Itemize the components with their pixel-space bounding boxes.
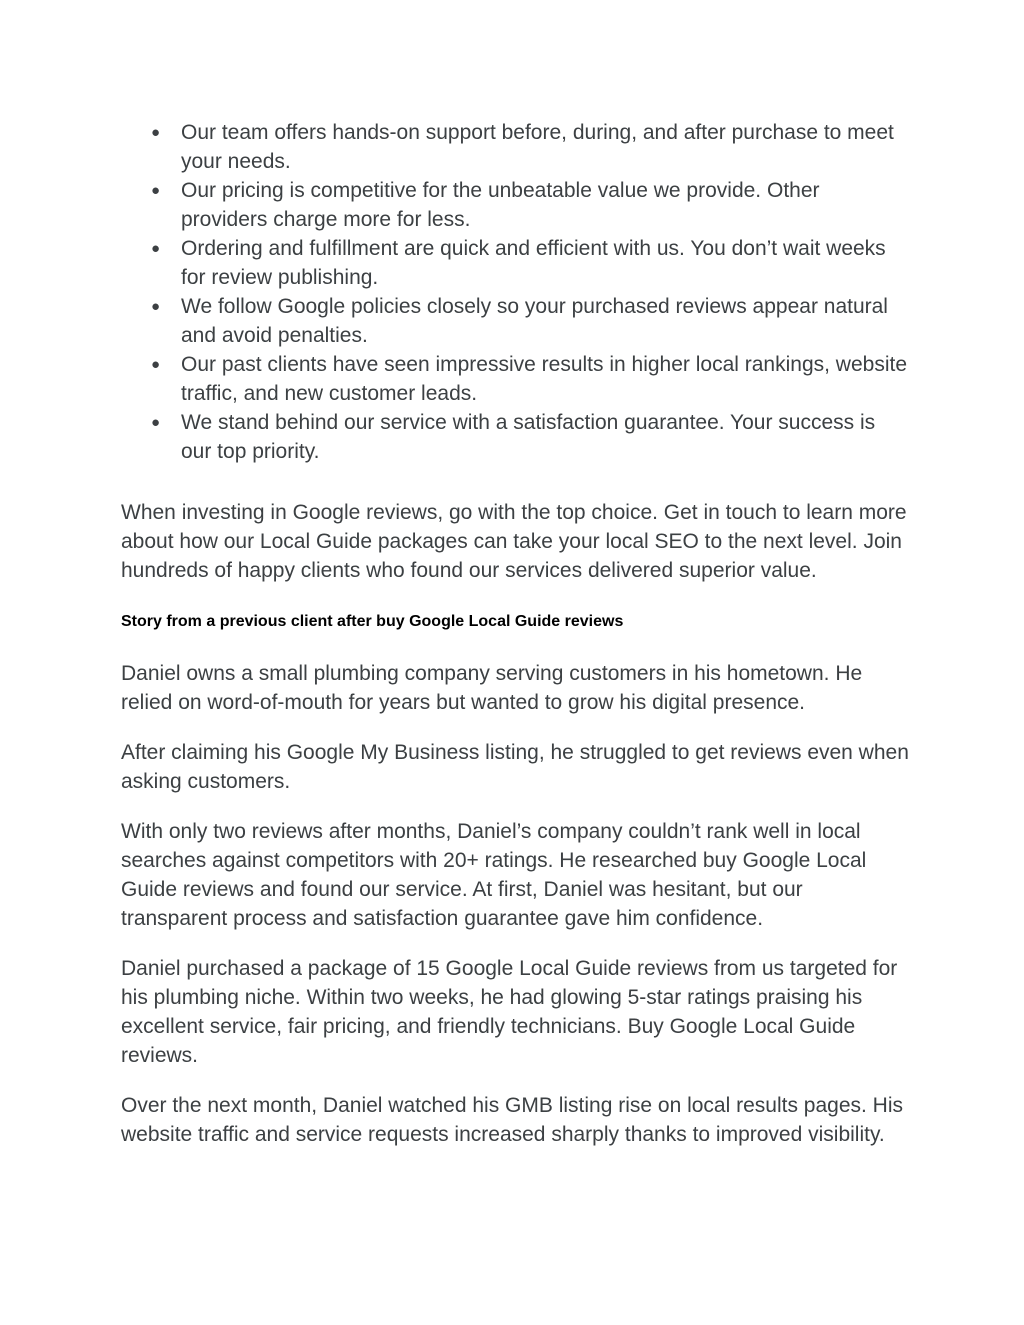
document-page [121, 118, 911, 1149]
story-paragraph: With only two reviews after months, Daniel’s company couldn’t rank well in local searches against competitors with 20+ ratings. He researched buy Google Local Guide reviews and found our service. At first, Daniel was hesitant, but our transparent process and satisfaction guarantee gave him confidence. [121, 820, 867, 930]
bullet-icon: ● [151, 182, 161, 199]
intro-paragraph: When investing in Google reviews, go with the top choice. Get in touch to learn more about how our Local Guide packages can take your local SEO to the next level. Join hundreds of happy clients who found our services delivered superior value. [121, 501, 907, 582]
bullet-icon: ● [151, 240, 161, 257]
list-item-text: We follow Google policies closely so your purchased reviews appear natural and avoid penalties. [181, 295, 888, 347]
bullet-icon: ● [151, 124, 161, 141]
list-item-text: Our past clients have seen impressive results in higher local rankings, website traffic, and new customer leads. [181, 353, 908, 405]
list-item [121, 292, 911, 350]
list-item [121, 118, 911, 176]
list-item-text: Ordering and fulfillment are quick and efficient with us. You don’t wait weeks for review publishing. [181, 237, 886, 289]
list-item [121, 350, 911, 408]
list-item-text: Our pricing is competitive for the unbeatable value we provide. Other providers charge more for less. [181, 179, 820, 231]
benefits-list [121, 118, 911, 466]
story-paragraph: Daniel purchased a package of 15 Google Local Guide reviews from us targeted for his plumbing niche. Within two weeks, he had glowing 5-star ratings praising his excellent service, fair pricing, and friendly technicians. Buy Google Local Guide reviews. [121, 957, 898, 1067]
bullet-icon: ● [151, 356, 161, 373]
bullet-icon: ● [151, 298, 161, 315]
bullet-icon: ● [151, 414, 161, 431]
story-paragraph: After claiming his Google My Business listing, he struggled to get reviews even when asking customers. [121, 741, 909, 793]
list-item [121, 176, 911, 234]
story-paragraph: Daniel owns a small plumbing company serving customers in his hometown. He relied on word-of-mouth for years but wanted to grow his digital presence. [121, 662, 863, 714]
list-item-text: We stand behind our service with a satisfaction guarantee. Your success is our top priority. [181, 411, 876, 463]
story-heading: Story from a previous client after buy Google Local Guide reviews [121, 613, 624, 630]
list-item [121, 234, 911, 292]
list-item [121, 408, 911, 466]
story-paragraph: Over the next month, Daniel watched his GMB listing rise on local results pages. His website traffic and service requests increased sharply thanks to improved visibility. [121, 1094, 904, 1146]
list-item-text: Our team offers hands-on support before, during, and after purchase to meet your needs. [181, 121, 894, 173]
